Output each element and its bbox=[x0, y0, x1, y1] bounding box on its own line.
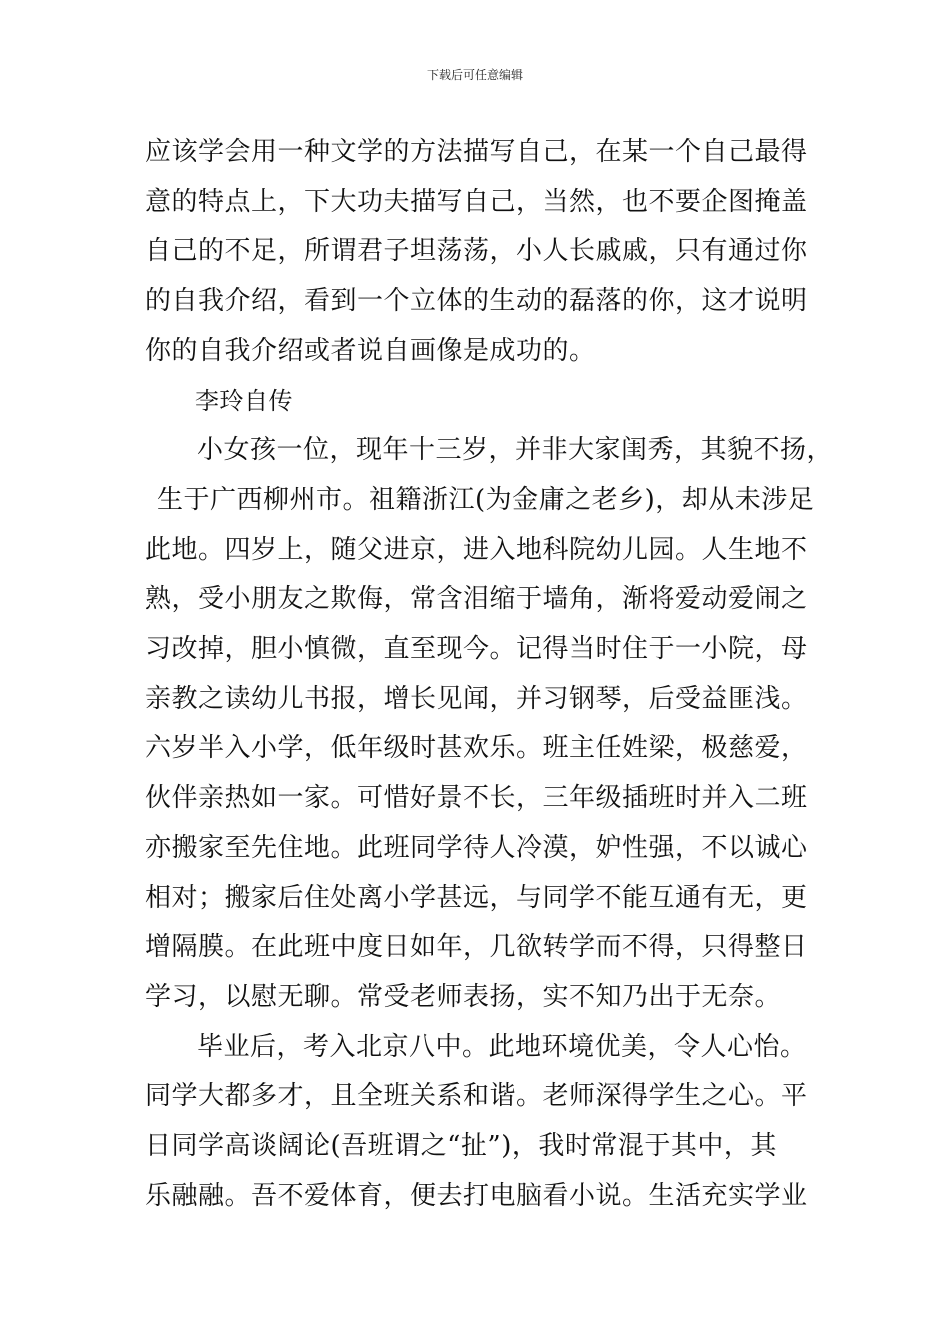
text-line: 应该学会用一种文学的方法描写自己，在某一个自己最得 bbox=[145, 137, 808, 167]
text-line: 相对；搬家后住处离小学甚远，与同学不能互通有无，更 bbox=[145, 882, 808, 913]
text-line: 日同学高谈阔论(吾班谓之“扯”)，我时常混于其中，其 bbox=[145, 1131, 777, 1162]
text-line: 增隔膜。在此班中度日如年，几欲转学而不得，只得整日 bbox=[145, 932, 808, 963]
text-line: 的自我介绍，看到一个立体的生动的磊落的你，这才说明 bbox=[145, 286, 808, 317]
text-line: 你的自我介绍或者说自画像是成功的。 bbox=[145, 335, 596, 366]
text-line: 习改掉，胆小慎微，直至现今。记得当时住于一小院，母 bbox=[145, 634, 808, 665]
text-line: 伙伴亲热如一家。可惜好景不长，三年级插班时并入二班 bbox=[145, 783, 808, 814]
header-note: 下载后可任意编辑 bbox=[426, 68, 523, 82]
text-line: 熟，受小朋友之欺侮，常含泪缩于墙角，渐将爱动爱闹之 bbox=[145, 584, 808, 615]
text-line: 学习，以慰无聊。常受老师表扬，实不知乃出于无奈。 bbox=[145, 981, 782, 1012]
body-text bbox=[145, 128, 835, 1221]
paragraph-start-line: 小女孩一位，现年十三岁，并非大家闺秀，其貌不扬， bbox=[197, 435, 834, 466]
text-line: 六岁半入小学，低年级时甚欢乐。班主任姓梁，极慈爱， bbox=[145, 733, 808, 764]
text-line: 此地。四岁上，随父进京，进入地科院幼儿园。人生地不 bbox=[145, 534, 808, 565]
text-line: 自己的不足，所谓君子坦荡荡，小人长戚戚，只有通过你 bbox=[145, 236, 808, 267]
text-line: 乐融融。吾不爱体育，便去打电脑看小说。生活充实学业 bbox=[145, 1180, 808, 1211]
text-line: 亦搬家至先住地。此班同学待人冷漠，妒性强，不以诚心 bbox=[145, 832, 808, 863]
text-line: 生于广西柳州市。祖籍浙江(为金庸之老乡)，却从未涉足 bbox=[157, 484, 815, 515]
text-line: 意的特点上，下大功夫描写自己，当然，也不要企图掩盖 bbox=[145, 186, 808, 217]
section-title: 李玲自传 bbox=[195, 386, 293, 415]
text-line: 亲教之读幼儿书报，增长见闻，并习钢琴，后受益匪浅。 bbox=[145, 683, 808, 714]
paragraph-start-line: 毕业后，考入北京八中。此地环境优美，令人心怡。 bbox=[197, 1031, 807, 1062]
text-line: 同学大都多才，且全班关系和谐。老师深得学生之心。平 bbox=[145, 1081, 808, 1112]
